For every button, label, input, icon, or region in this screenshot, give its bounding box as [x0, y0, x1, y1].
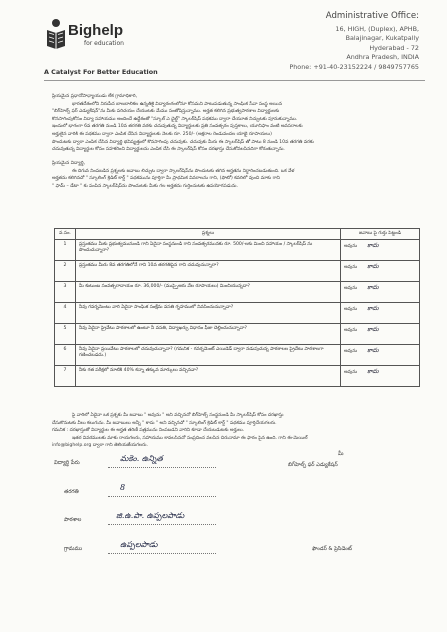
office-line: Andhra Pradesh, INDIA	[346, 53, 419, 61]
row-number: 6	[55, 345, 76, 366]
row-number: 4	[55, 303, 76, 324]
note-line: గమనిక : దరఖాస్తుతో విద్యార్థుల ఈ అర్హత తరిణీ పత్రమును నింపబడని వారిని కూడా చేయబడుటకు అర్హులు.	[52, 428, 245, 434]
table-row	[55, 261, 420, 282]
school-label: పాఠశాల	[64, 517, 82, 523]
class-label: తరగతి	[64, 489, 79, 495]
col-header-number: వ.సం.	[55, 229, 76, 240]
row-question: ప్రస్తుతము మీరు 8వ తరగతిలోనే గాని 10వ తరగతిపైన గాని చదువుచున్నారా?	[76, 261, 341, 282]
row-question: నీవు ఏదైనా ప్రయివేటు పాఠశాలలో చదువుచున్నావా? (గమనిక - గవర్నమెంట్ ఎయిడెడ్ ద్వారా నడుపుచున్న పాఠశాలల ప్రైవేటు పాఠశాలగా గణించబడదు.)	[76, 345, 341, 366]
table-row	[55, 240, 420, 261]
handwritten-mark: కాదు	[367, 305, 379, 312]
row-question: నీవు గవర్నమెంటు వారి ఏదైనా సాంఘిక సంక్షేమ వసతి గృహములో నివసించుచున్నావా?	[76, 303, 341, 324]
handwritten-mark: కాదు	[367, 242, 379, 249]
row-number: 7	[55, 366, 76, 387]
school-underline	[108, 524, 216, 525]
col-header-answer: జవాబు పై గుర్తు పెట్టండి	[341, 229, 420, 240]
row-answer[interactable]	[341, 303, 420, 324]
table-row	[55, 282, 420, 303]
handwritten-mark: కాదు	[367, 347, 379, 354]
answer-options: అవును	[344, 265, 358, 270]
row-question: నీవు ఏదైనా ప్రైవేటు పాఠశాలలో ఉంటూ నీ వసతి, విద్యాఖర్చు విధానం ఫీజు చెల్లించుచున్నావా?	[76, 324, 341, 345]
brand-subtitle: for education	[84, 40, 124, 47]
paragraph-line: పై వారిలో ఏదైనా ఒక ప్రశ్నకు మీ జవాబు " అవును " అని వచ్చినచో బిగ్‌హెల్ప్ సంస్థనుండి మీ స్కాలర్‌షిప్ కోసం దరఖాస్తు	[72, 413, 284, 418]
row-question: ప్రస్తుతము మీకు ప్రభుత్వమునుండి గాని ఏదైనా సంస్థనుండి గాని సంవత్సరమునకు రూ. 500/-లకు మించి సహాయం / స్కాలర్‌షిప్ ను పొందుచున్నారా?	[76, 240, 341, 261]
contact-email-line: info@bighelp.org ద్వారా గాని తెలియజేయగలరు.	[52, 443, 148, 449]
row-answer[interactable]	[341, 345, 420, 366]
table-row	[55, 345, 420, 366]
paragraph-line: చేసుకొనుటకు వీలు కలుగును. మీ జవాబులు అన్నీ " కాదు " అని వచ్చినచో " స్కూలింగ్ క్రెడిట్ కార్డ్ " పథకము పూర్తిచేయగలరు.	[52, 420, 277, 426]
instructions-paragraph	[52, 412, 422, 450]
answer-options: అవును	[344, 307, 358, 312]
office-line: Hyderabad - 72	[369, 43, 419, 52]
student-name-value[interactable]: మకెం. ఉన్నిత	[120, 454, 163, 463]
bighelp-logo-icon	[44, 18, 68, 52]
office-line: 16, HIGH, (Duplex), APHB,	[335, 24, 419, 33]
row-question: నీకు గత పరీక్షలో నూటికి 40% కన్నా తక్కువ మార్కులు వచ్చినవా?	[76, 366, 341, 387]
table-row	[55, 303, 420, 324]
paragraph-line: ఇందులో భాగంగా 6వ తరగతి నుండి 10వ తరగతి వరకు చదువుతున్న విద్యార్థులకు ప్రతి సంవత్సరం పుస్తకాలు, యూనిఫాం వంటి అవసరాలకు	[52, 124, 303, 130]
handwritten-mark: కాదు	[367, 284, 379, 291]
handwritten-mark: కాదు	[367, 368, 379, 375]
founder-label: ఫౌండర్ & ప్రెసిడెంట్	[312, 546, 352, 552]
row-answer[interactable]	[341, 366, 420, 387]
table-header-row	[55, 229, 420, 240]
paragraph-line: భారతదేశంలోని నిరుపేద బాలబాలికల ఉన్నతికై విద్యారంగంలోనూ కోసమని పాటుపడుతున్న సాంఘిక సేవా సంస్థ అయిన	[72, 101, 282, 107]
student-name-underline	[108, 467, 216, 468]
village-label: గ్రామము	[64, 546, 83, 552]
paragraph-line: అర్హులైన వారికి ఈ పథకము ద్వారా ఎంపిక చేసిన విద్యార్థులకు నెలకు రూ. 250/- (అక్షరాల రెండువందల యాభై రూపాయలు)	[52, 131, 272, 137]
row-number: 5	[55, 324, 76, 345]
student-paragraph	[52, 160, 422, 190]
class-underline	[108, 496, 216, 497]
tagline: A Catalyst For Better Education	[44, 68, 158, 76]
paragraph-line: చదువుతున్న విద్యార్థుల కోసం సహకరించి విద్యార్థులను ఎంపిక చేసి ఈ స్కాలర్‌షిప్ కోసం దరఖాస్తు చేసుకోవలసినదిగా కోరుతున్నాను.	[52, 147, 285, 153]
table-row	[55, 324, 420, 345]
row-number: 2	[55, 261, 76, 282]
row-number: 3	[55, 282, 76, 303]
answer-options: అవును	[344, 244, 358, 249]
paragraph-line: " ఫామ్ – డేటా " కు పంపిన స్కాలర్‌షిప్‌ను పొందుటకు మీకు గల అర్హతను గుర్తించుటకు ఉపయోగపడును.	[52, 183, 238, 189]
paragraph-line: అర్హతను కలిగినచో " స్కూలింగ్ క్రెడిట్ కార్డ్ " పథకమును పూర్తిగా మీ ప్రాథమిక వివరాలను గాని, (ఫొటో) కవరిలో వుంచి మాకు గాని	[52, 176, 280, 182]
village-underline	[108, 553, 216, 554]
intro-paragraph	[52, 93, 422, 154]
office-phone: Phone: +91-40-23152224 / 9849757765	[289, 62, 419, 71]
closing-label: మీ	[338, 451, 344, 457]
paragraph-line: ఈ దిగువ నింపబడిన ప్రశ్నలకు జవాబు లిచ్చుట ద్వారా స్కాలర్‌షిప్‌ను పొందుటకు తగిన అర్హతను నిర్ధారించబడుతుంది. ఒక వేళ	[72, 168, 295, 174]
paragraph-line: పొందుటకు ద్వారా ఎంపిక చేసిన విద్యార్థి భవిష్యత్తులో కొనసాగింపు చదువుకు. చదువుకు మీరు ఈ స్కాలర్‌షిప్ తో పాటు 8 నుండి 10వ తరగతి వరకు	[52, 139, 314, 145]
answer-options: అవును	[344, 349, 358, 354]
row-answer[interactable]	[341, 261, 420, 282]
organization-label: బిగ్‌హెల్ప్ ఫర్ ఎడ్యుకేషన్	[288, 462, 338, 468]
paragraph-line: ఇతర వివరములకు మాకు రాయగలరు, సహాయము కావలసినచో సంప్రదించ వలసిన చిరునామా ఈ ఫారం పైన ఉంది. గాని ఈ-మెయిల్	[72, 435, 308, 441]
paragraph-line: "బిగ్‌హెల్ప్ ఫర్ ఎడ్యుకేషన్"ను మీకు పరిచయం చేయుటకు మేము సంతోషిస్తున్నాము. అర్హత కలిగిన ప్రభుత్వపాఠశాల విద్యార్థులకు	[52, 109, 280, 115]
office-line: Balajinagar, Kukatpally	[345, 34, 419, 42]
answer-options: అవును	[344, 328, 358, 333]
office-title: Administrative Office:	[325, 11, 419, 21]
header-divider	[44, 80, 425, 81]
handwritten-mark: కాదు	[367, 263, 379, 270]
handwritten-mark: కాదు	[367, 326, 379, 333]
brand-name: Bighelp	[68, 22, 123, 39]
school-value[interactable]: జి.ఉ.పా. ఉప్పలపాడు	[116, 511, 185, 520]
class-value[interactable]: 8	[120, 483, 126, 492]
row-answer[interactable]	[341, 240, 420, 261]
office-address	[289, 12, 419, 72]
eligibility-table	[54, 228, 420, 387]
col-header-questions: ప్రశ్నలు	[76, 229, 341, 240]
salutation-student: ప్రియమైన విద్యార్థి,	[52, 161, 86, 166]
answer-options: అవును	[344, 286, 358, 291]
row-answer[interactable]	[341, 282, 420, 303]
student-name-label: విద్యార్థి పేరు	[54, 460, 80, 466]
row-number: 1	[55, 240, 76, 261]
row-answer[interactable]	[341, 324, 420, 345]
answer-options: అవును	[344, 370, 358, 375]
row-question: మీ కుటుంబ సంవత్సరాదాయం రూ. 36,000/- (ముప్పైఆరు వేల రూపాయలు) మించియున్నదా?	[76, 282, 341, 303]
village-value[interactable]: ఉప్పలపాడు	[120, 540, 158, 549]
paragraph-line: కొనసాగింపుకోసం విద్యా సహాయము అందించే ఉద్దేశంతో "స్కూల్ ఎ ఛైల్డ్" స్కాలర్‌షిప్ పథకము ద్వారా చేయూత నిచ్చుటకు పూనుకున్నాము.	[52, 116, 298, 122]
table-row	[55, 366, 420, 387]
salutation-principal: ప్రియమైన ప్రధానోపాధ్యాయుడు లేక గ్రామాధికారి,	[52, 94, 138, 99]
